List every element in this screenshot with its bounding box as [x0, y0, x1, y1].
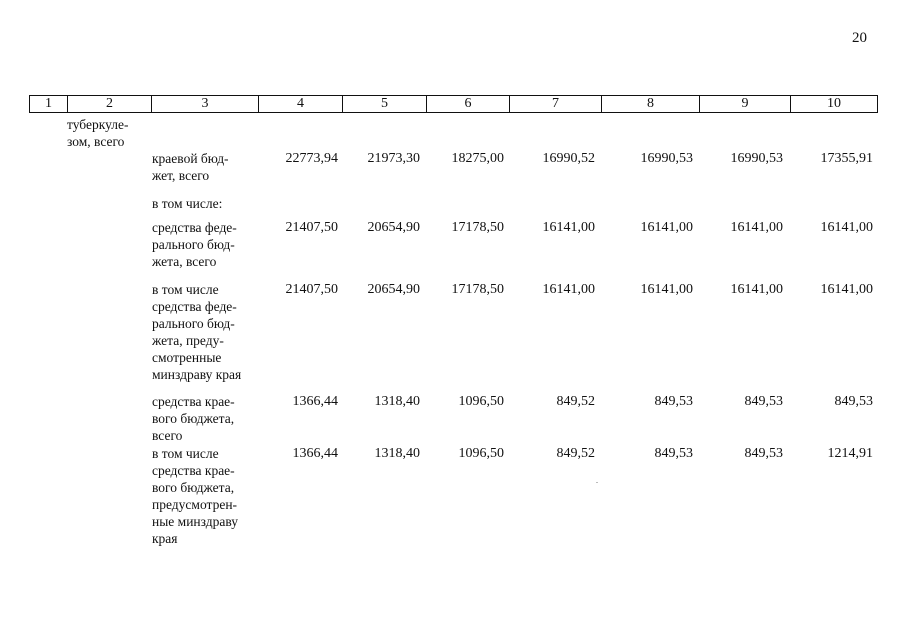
label-line: смотренные — [152, 350, 222, 365]
value-cell: 1214,91 — [827, 446, 873, 461]
label-line: жета, всего — [152, 254, 217, 269]
header-cell-4: 4 — [258, 96, 342, 112]
value-cell: 1366,44 — [292, 394, 338, 409]
value-cell: 16990,53 — [730, 151, 783, 166]
table-header-row — [29, 95, 878, 113]
label-line: рального бюд- — [152, 316, 235, 331]
header-cell-6: 6 — [426, 96, 509, 112]
label-line: средства феде- — [152, 220, 237, 235]
label-line: средства крае- — [152, 463, 235, 478]
header-cell-1: 1 — [45, 96, 52, 111]
label-line: краевой бюд- — [152, 151, 229, 166]
header-cell-8: 8 — [601, 96, 699, 112]
value-cell: 17178,50 — [451, 282, 504, 297]
scan-speck — [596, 482, 598, 483]
value-cell: 849,53 — [744, 446, 783, 461]
value-cell: 20654,90 — [367, 282, 420, 297]
label-line: в том числе — [152, 446, 219, 461]
header-cell-10: 10 — [790, 96, 877, 112]
label-line: в том числе — [152, 282, 219, 297]
value-cell: 1096,50 — [458, 394, 504, 409]
value-cell: 21407,50 — [285, 282, 338, 297]
label-line: средства феде- — [152, 299, 237, 314]
row-label-federal-funds — [152, 219, 258, 270]
value-cell: 21407,50 — [285, 220, 338, 235]
value-cell: 22773,94 — [285, 151, 338, 166]
header-cell-7: 7 — [509, 96, 601, 112]
value-cell: 849,52 — [556, 394, 595, 409]
value-cell: 17355,91 — [820, 151, 873, 166]
value-cell: 16141,00 — [640, 220, 693, 235]
column2-line: зом, всего — [67, 134, 125, 149]
label-line: края — [152, 531, 178, 546]
label-line: вого бюджета, — [152, 411, 235, 426]
label-line: всего — [152, 428, 183, 443]
value-cell: 16141,00 — [820, 282, 873, 297]
value-cell: 16990,53 — [640, 151, 693, 166]
header-cell-9: 9 — [699, 96, 790, 112]
value-cell: 849,53 — [654, 394, 693, 409]
value-cell: 849,53 — [834, 394, 873, 409]
row-label-regional-funds — [152, 393, 258, 444]
page-number: 20 — [852, 30, 867, 46]
label-line: предусмотрен- — [152, 497, 238, 512]
row-label-including — [152, 195, 258, 212]
label-line: вого бюджета, — [152, 480, 235, 495]
value-cell: 16141,00 — [542, 220, 595, 235]
row-label-regional-funds-ministry — [152, 445, 258, 547]
row-label-federal-funds-ministry — [152, 281, 258, 383]
label-line: рального бюд- — [152, 237, 235, 252]
header-cell-2: 2 — [67, 96, 151, 112]
label-line: ные минздраву — [152, 514, 239, 529]
label-line: жет, всего — [152, 168, 210, 183]
value-cell: 16141,00 — [640, 282, 693, 297]
value-cell: 20654,90 — [367, 220, 420, 235]
label-line: средства крае- — [152, 394, 235, 409]
value-cell: 18275,00 — [451, 151, 504, 166]
value-cell: 16141,00 — [730, 282, 783, 297]
value-cell: 16141,00 — [542, 282, 595, 297]
value-cell: 17178,50 — [451, 220, 504, 235]
label-line: в том числе: — [152, 196, 223, 211]
value-cell: 1318,40 — [374, 446, 420, 461]
column2-label — [67, 116, 139, 150]
value-cell: 1096,50 — [458, 446, 504, 461]
value-cell: 849,53 — [744, 394, 783, 409]
value-cell: 1318,40 — [374, 394, 420, 409]
label-line: жета, преду- — [152, 333, 224, 348]
header-cell-5: 5 — [342, 96, 426, 112]
value-cell: 16141,00 — [820, 220, 873, 235]
value-cell: 1366,44 — [292, 446, 338, 461]
column2-line: туберкуле- — [67, 117, 129, 132]
value-cell: 21973,30 — [367, 151, 420, 166]
value-cell: 849,53 — [654, 446, 693, 461]
row-label-regional-budget — [152, 150, 258, 184]
header-cell-3: 3 — [151, 96, 258, 112]
label-line: минздраву края — [152, 367, 242, 382]
value-cell: 16141,00 — [730, 220, 783, 235]
value-cell: 849,52 — [556, 446, 595, 461]
value-cell: 16990,52 — [542, 151, 595, 166]
